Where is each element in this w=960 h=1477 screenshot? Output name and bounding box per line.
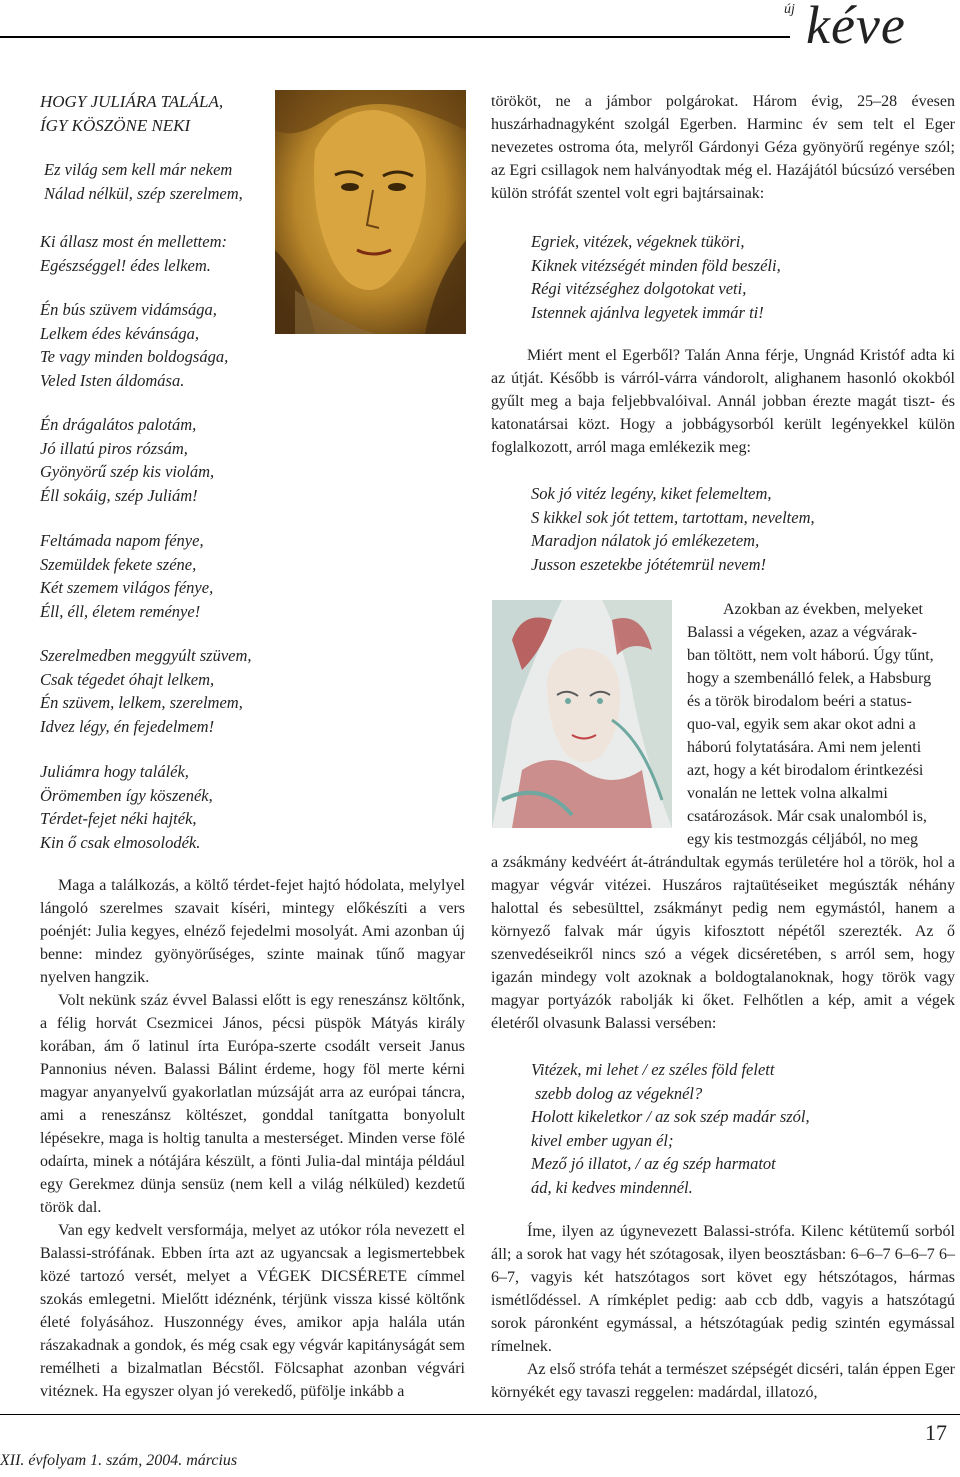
paragraph: Miért ment el Egerből? Talán Anna férje, Ungnád Kristóf adta ki az útját. Később is várról-várra vándorolt, alighanem hasonló okokból gyűlt meg a baja feljebbvalóival. Annál jobban érezte magát tiszt- és katonatársai közt. Hogy a jobbágysorból került legényekkel külön foglalkozott, arról maga emlékezik meg:	[491, 347, 955, 456]
poem-stanza	[40, 413, 214, 507]
wrapped-paragraph-lines	[687, 598, 955, 851]
text-line: azt, hogy a két birodalom érintkezési	[687, 762, 924, 779]
verse-line: ád, ki kedves mindennél.	[531, 1177, 693, 1197]
paragraph: Az első strófa tehát a természet szépségét dicséri, talán éppen Eger környékét egy tavaszi reggelen: madárdal, illatozó,	[491, 1361, 955, 1401]
verse-line: Jusson eszetekbe jótétemrül nevem!	[531, 554, 767, 574]
verse-line: Juliámra hogy találék,	[40, 762, 189, 781]
text-line: háború folytatására. Ami nem jelenti	[687, 739, 922, 756]
verse-line: Veled Isten áldomása.	[40, 370, 185, 390]
poem-title	[40, 90, 223, 138]
verse-line: Egészséggel! édes lelkem.	[40, 255, 211, 275]
poem-stanza	[40, 760, 213, 854]
text-line: egy kis testmozgás céljából, no meg	[687, 831, 919, 848]
poem-stanza	[40, 644, 252, 738]
verse-line: Lelkem édes kévánsága,	[40, 323, 199, 343]
text-line: quo-val, egyik sem akar okot adni a	[687, 716, 916, 733]
quoted-verse-sok-jo	[531, 482, 815, 576]
verse-line: Térdet-fejet néki hajték,	[40, 809, 197, 828]
verse-line: Istennek ajánlva legyetek immár ti!	[531, 302, 764, 322]
text-line: Balassi a végeken, azaz a végvárak-	[687, 624, 918, 641]
issue-info: XII. évfolyam 1. szám, 2004. március	[0, 1452, 238, 1469]
text-line: csatározások. Már csak unalomból is,	[687, 808, 927, 825]
portrait-painting	[275, 90, 466, 334]
verse-line: Örömemben így köszenék,	[40, 785, 213, 805]
text-line: ban töltött, nem volt háború. Úgy tűnt,	[687, 647, 934, 664]
paragraph: törököt, ne a jámbor polgárokat. Három évig, 25–28 évesen huszárhadnagyként szolgál Egerben. Harminc év sem telt el Eger nevezetes ostroma óta, melyről Gárdonyi Géza gyönyörű regénye szól; az Egri csillagok nem halványodtak még el. Hazájától búcsúzó versében külön strófát szentel volt egri bajtársainak:	[491, 93, 955, 202]
logo-prefix: új	[784, 2, 795, 17]
verse-line: S kikkel sok jót tettem, tartottam, neveltem,	[531, 507, 815, 527]
paragraph: Maga a találkozás, a költő térdet-fejet hajtó hódolata, melylyel lángoló szerelmes szavait kíséri, mintegy előkészíti a vers poénjét: Julia kegyes, elnéző fejedelmi mosolyát. Ami azonban új benne: mindez gyönyörűséges, szinte mainak tűnő magyar nyelven hangzik.	[40, 877, 465, 986]
verse-line: Szemüldek fekete széne,	[40, 554, 197, 574]
poem-stanza	[44, 158, 243, 205]
right-intro-paragraph	[491, 90, 955, 205]
verse-line: Gyönyörű szép kis violám,	[40, 462, 215, 481]
text-line: vonalán ne lettek volna alkalmi	[687, 785, 888, 802]
verse-line: Egriek, vitézek, végeknek tüköri,	[531, 232, 745, 251]
verse-line: Csak tégedet óhajt lelkem,	[40, 669, 215, 689]
verse-line: Mező jó illatot, / az ég szép harmatot	[531, 1154, 776, 1173]
right-paragraph-4	[491, 1220, 955, 1404]
verse-line: Két szemem világos fénye,	[40, 578, 214, 597]
verse-line: Én drágalátos palotám,	[40, 415, 197, 434]
paragraph: Van egy kedvelt versformája, melyet az utókor róla nevezett el Balassi-strófának. Ebben írta azt az ugyancsak a legismertebbek közé tartozó versét, melyet a VÉGEK DICSÉRETE címmel szokás emlegetni. Mielőtt idéznénk, térjünk vissza kissé költőnk életé folyásához. Huszonnégy éves, amikor apja halála után rászakadnak a gondok, és még csak egy végvár kapitányságát sem remélheti a bizalmatlan Bécstől. Fölcsaphat azonban végvári vitéznek. Ha egyszer olyan jó verekedő, püfölje inkább a	[40, 1222, 465, 1400]
footer-rule	[0, 1414, 960, 1415]
text-line: és a török birodalom beéri a status-	[687, 693, 912, 710]
poem-stanza	[40, 529, 213, 623]
verse-line: Én szüvem, lelkem, szerelmem,	[40, 693, 243, 712]
verse-line: Nálad nélkül, szép szerelmem,	[44, 183, 243, 203]
verse-line: Ez világ sem kell már nekem	[44, 160, 233, 179]
verse-line: Én bús szüvem vidámsága,	[40, 300, 217, 319]
verse-line: Kin ő csak elmosolodék.	[40, 832, 201, 852]
verse-line: Vitézek, mi lehet / ez széles föld felett	[531, 1060, 775, 1079]
verse-line: Te vagy minden boldogsága,	[40, 347, 229, 366]
verse-line: Feltámada napom fénye,	[40, 531, 204, 550]
header-rule	[0, 36, 790, 38]
poem-title-line: ÍGY KÖSZÖNE NEKI	[40, 116, 191, 135]
text-line: Azokban az években, melyeket	[723, 601, 923, 618]
verse-line: Idvez légy, én fejedelmem!	[40, 716, 215, 736]
text-line: hogy a szembenálló felek, a Habsburg	[687, 670, 932, 687]
right-paragraph-2	[491, 344, 955, 459]
verse-line: Éll, éll, életem reménye!	[40, 601, 201, 621]
paragraph: Volt nekünk száz évvel Balassi előtt is egy reneszánsz költőnk, a félig horvát Csezmicei János, pécsi püspök Mátyás király korában, ám ő latinul írta Európa-szerte csodált verseit Janus Pannonius néven. Balassi Bálint érdeme, hogy föl merte kérni magyar anyanyelvű gyakorlatlan múzsáját arra az európai táncra, ami a reneszánsz költészet, gonddal tanítgatta bonyolult lépésekre, maga is holtig tanulta a mesterséget. Minden verse fölé odaírta, minek a nótájára készült, a fönti Julia-dal mintája például egy Gerekmez dünja sensüz (nem kell a világ nélküled) kezdetű török dal.	[40, 992, 465, 1216]
poem-stanza	[40, 298, 228, 392]
paragraph: a zsákmány kedvéért át-átrándultak egymás területére hol a török, hol a magyar végvár vitézei. Huszáros rajtaütéseiket megúszták néhány halottal és sebesülttel, zsákmányt pedig nem egymástól, hanem a környező falvak már úgyis kifosztott népétől szerezték. Az ő szenvedéseikről nincs szó a végek dicséretében, s arról sem, hogy igazán mindegy volt azoknak a boldogtalanoknak, hogy török vagy magyar portyázók rabolják ki őket. Felhőtlen a kép, amit a végek életéről olvasunk Balassi versében:	[491, 854, 955, 1032]
poem-title-line: HOGY JULIÁRA TALÁLA,	[40, 92, 224, 111]
verse-line: Régi vitézséghez dolgotokat veti,	[531, 279, 747, 298]
left-article-text	[40, 874, 465, 1403]
verse-line: kivel ember ugyan él;	[531, 1130, 674, 1150]
verse-line: Maradjon nálatok jó emlékezetem,	[531, 531, 760, 550]
verse-line: szebb dolog az végeknél?	[535, 1083, 703, 1103]
verse-line: Jó illatú piros rózsám,	[40, 438, 188, 458]
quoted-verse-egriek	[531, 230, 781, 324]
verse-line: Szerelmedben meggyúlt szüvem,	[40, 646, 252, 665]
verse-line: Sok jó vitéz legény, kiket felemeltem,	[531, 484, 772, 503]
verse-line: Holott kikeletkor / az sok szép madár szól,	[531, 1107, 810, 1126]
verse-line: Éll sokáig, szép Juliám!	[40, 485, 198, 505]
expressionist-painting	[492, 600, 672, 828]
verse-line: Kiknek vitézségét minden föld beszéli,	[531, 255, 781, 275]
quoted-verse-vitezek	[531, 1058, 810, 1199]
poem-stanza	[40, 230, 227, 277]
page-number: 17	[925, 1420, 947, 1445]
paragraph: Íme, ilyen az úgynevezett Balassi-strófa. Kilenc kétütemű sorból áll; a sorok hat vagy hét szótagosak, ilyen beosztásban: 6–6–7 6–6–7 6–6–7, vagyis két hatszótagos sort követ egy hétszótagos, hármas ismétlődéssel. A rímképlet pedig: aab ccb ddb, vagyis a hatszótagú sorok páronként egymással, a hétszótagúak pedig szintén egymással rímelnek.	[491, 1223, 955, 1355]
right-paragraph-3-continued	[491, 851, 955, 1035]
magazine-logo: kéve	[806, 0, 906, 55]
verse-line: Ki állasz most én mellettem:	[40, 232, 227, 251]
